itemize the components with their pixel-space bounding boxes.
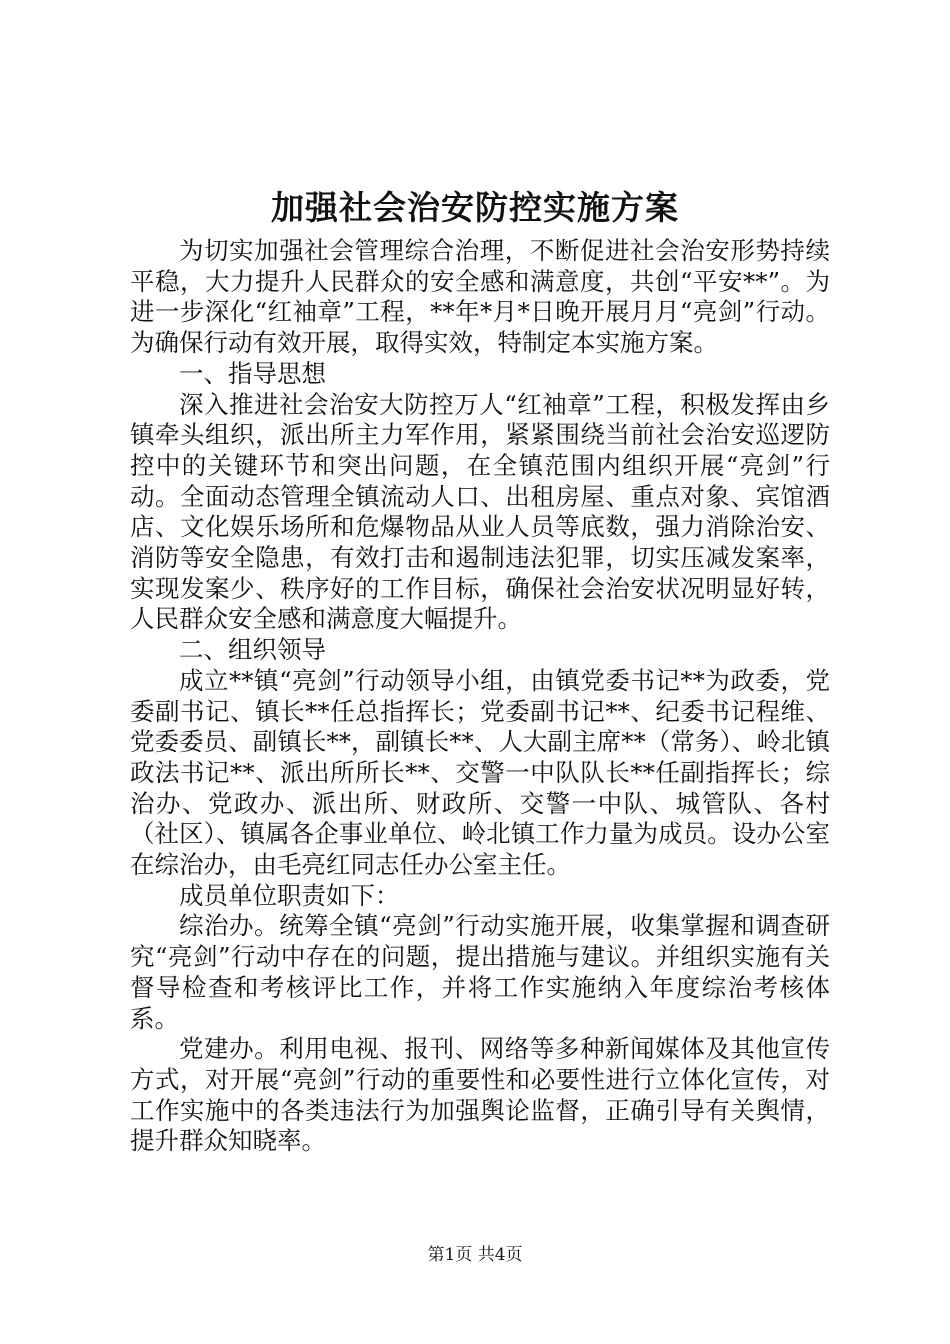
intro-paragraph: 为切实加强社会管理综合治理，不断促进社会治安形势持续平稳，大力提升人民群众的安全感和满意度，共创“平安**”。为进一步深化“红袖章”工程，**年*月*日晚开展月月“亮剑”行动。为确保行动有效开展，取得实效，特制定本实施方案。 — [130, 236, 830, 358]
guiding-thought-paragraph: 深入推进社会治安大防控万人“红袖章”工程，积极发挥由乡镇牵头组织，派出所主力军作用，紧紧围绕当前社会治安巡逻防控中的关键环节和突出问题，在全镇范围内组织开展“亮剑”行动。全面动态管理全镇流动人口、出租房屋、重点对象、宾馆酒店、文化娱乐场所和危爆物品从业人员等底数，强力消除治安、消防等安全隐患，有效打击和遏制违法犯罪，切实压减发案率，实现发案少、秩序好的工作目标，确保社会治安状况明显好转，人民群众安全感和满意度大幅提升。 — [130, 389, 830, 634]
document-body — [130, 236, 830, 1157]
section-heading-organization: 二、组织领导 — [179, 635, 326, 665]
section-heading-guiding-thought: 一、指导思想 — [179, 358, 326, 388]
duty-paragraph-zongzhiban: 综治办。统筹全镇“亮剑”行动实施开展，收集掌握和调查研究“亮剑”行动中存在的问题，提出措施与建议。并组织实施有关督导检查和考核评比工作，并将工作实施纳入年度综治考核体系。 — [130, 911, 830, 1033]
duty-paragraph-dangjianban: 党建办。利用电视、报刊、网络等多种新闻媒体及其他宣传方式，对开展“亮剑”行动的重要性和必要性进行立体化宣传，对工作实施中的各类违法行为加强舆论监督，正确引导有关舆情，提升群众知晓率。 — [130, 1034, 830, 1156]
page-footer: 第1页 共4页 — [427, 1245, 523, 1265]
organization-paragraph: 成立**镇“亮剑”行动领导小组，由镇党委书记**为政委，党委副书记、镇长**任总指挥长；党委副书记**、纪委书记程维、党委委员、副镇长**，副镇长**、人大副主席**（常务）、岭北镇政法书记**、派出所所长**、交警一中队队长**任副指挥长；综治办、党政办、派出所、财政所、交警一中队、城管队、各村（社区）、镇属各企事业单位、岭北镇工作力量为成员。设办公室在综治办，由毛亮红同志任办公室主任。 — [130, 665, 830, 880]
member-duties-heading: 成员单位职责如下： — [179, 880, 400, 910]
document-title: 加强社会治安防控实施方案 — [271, 188, 679, 227]
